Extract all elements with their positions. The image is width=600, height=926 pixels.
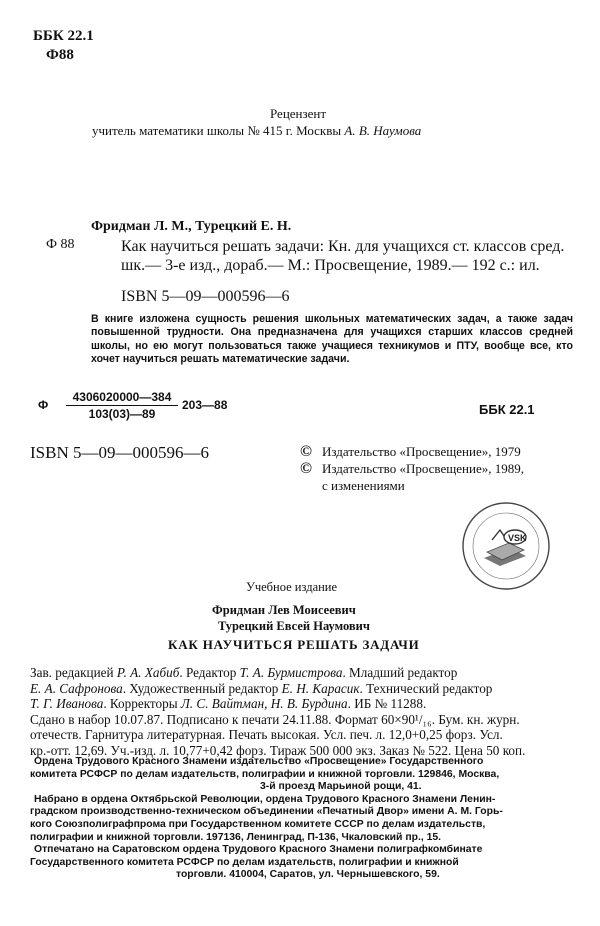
imprint-line: Е. А. Сафронова. Художественный редактор Е. Н. Карасик. Технический редактор xyxy=(30,680,493,696)
printing-line: кого Союзполиграфпрома при Государственном комитете СССР по делам издательств, xyxy=(30,818,486,830)
classification-suffix: 203—88 xyxy=(182,398,228,412)
reviewer-line xyxy=(92,123,421,139)
edition-author-2: Турецкий Евсей Наумович xyxy=(218,619,370,633)
copyright-line-1: Издательство «Просвещение», 1979 xyxy=(322,444,521,459)
scan-stamp-icon xyxy=(460,500,552,592)
copyright-icon: © xyxy=(300,460,312,477)
record-authors: Фридман Л. М., Турецкий Е. Н. xyxy=(91,219,292,234)
imprint-line: отечеств. Гарнитура литературная. Печать высокая. Усл. печ. л. 12,0+0,25 форз. Усл. xyxy=(30,727,503,743)
classification-letter: Ф xyxy=(38,398,49,412)
reviewer-affiliation: учитель математики школы № 415 г. Москвы xyxy=(92,123,342,138)
classification-numerator: 4306020000—384 xyxy=(66,390,178,406)
printing-line: Отпечатано на Саратовском ордена Трудового Красного Знамени полиграфкомбинате xyxy=(34,844,483,856)
printing-line: Государственного комитета РСФСР по делам издательств, полиграфии и книжной xyxy=(30,856,459,868)
copyright-block xyxy=(300,443,524,494)
imprint-line: Сдано в набор 10.07.87. Подписано к печати 24.11.88. Формат 60×90¹/₁₆. Бум. кн. журн. xyxy=(30,711,520,727)
classification-denominator: 103(03)—89 xyxy=(88,407,156,421)
copyright-line-2: Издательство «Просвещение», 1989, xyxy=(322,461,524,476)
edition-author-1: Фридман Лев Моисеевич xyxy=(212,603,356,617)
imprint-line: Т. Г. Иванова. Корректоры Л. С. Вайтман, Н. В. Бурдина. ИБ № 11288. xyxy=(30,696,427,712)
book-title: КАК НАУЧИТЬСЯ РЕШАТЬ ЗАДАЧИ xyxy=(168,637,420,652)
printing-line: Набрано в ордена Октябрьской Революции, ордена Трудового Красного Знамени Ленин- xyxy=(34,793,496,805)
record-code: Ф 88 xyxy=(46,237,75,252)
edition-type: Учебное издание xyxy=(246,580,338,594)
imprint xyxy=(30,665,585,759)
imprint-line: кр.-отт. 12,69. Уч.-изд. л. 10,77+0,42 форз. Тираж 500 000 экз. Заказ № 522. Цена 50 коп. xyxy=(30,742,526,758)
record-description: Как научиться решать задачи: Кн. для учащихся ст. классов сред. шк.— 3-е изд., дораб.— М.: Просвещение, 1989.— 192 с.: ил. xyxy=(121,238,565,274)
printing-line: комитета РСФСР по делам издательств, полиграфии и книжной торговли. 129846, Москва, xyxy=(30,768,500,780)
copyright-line-3: с изменениями xyxy=(322,478,405,493)
reviewer-name: А. В. Наумова xyxy=(344,123,422,138)
isbn-bottom: ISBN 5—09—000596—6 xyxy=(30,443,209,462)
annotation: В книге изложена сущность решения школьных математических задач, а также задач повышенной трудности. Она предназначена для учащихся старших классов средней школы, но ею могут пользоваться также учащиеся техникумов и ПТУ, вообще все, кто хочет научиться решать математические задачи. xyxy=(91,313,573,366)
record-isbn: ISBN 5—09—000596—6 xyxy=(121,288,290,305)
printing-info xyxy=(30,756,585,882)
imprint-line: Зав. редакцией Р. А. Хабиб. Редактор Т. А. Бурмистрова. Младший редактор xyxy=(30,665,458,680)
bbk-code-bottom: ББК 22.1 xyxy=(479,402,535,417)
copyright-icon: © xyxy=(300,443,312,460)
printing-line: градском производственно-техническом объединении «Печатный Двор» имени А. М. Горь- xyxy=(30,806,503,818)
printing-line: Ордена Трудового Красного Знамени издательство «Просвещение» Государственного xyxy=(34,756,484,767)
stamp-label: VSK xyxy=(508,533,527,543)
printing-line: торговли. 410004, Саратов, ул. Чернышевского, 59. xyxy=(176,869,440,881)
bbk-code: ББК 22.1 xyxy=(33,28,94,44)
printing-line: 3-й проезд Марьиной рощи, 41. xyxy=(260,781,422,793)
author-mark: Ф88 xyxy=(46,47,74,63)
reviewer-heading: Рецензент xyxy=(270,106,327,121)
printing-line: полиграфии и книжной торговли. 197136, Ленинград, П-136, Чкаловский пр., 15. xyxy=(30,831,442,843)
